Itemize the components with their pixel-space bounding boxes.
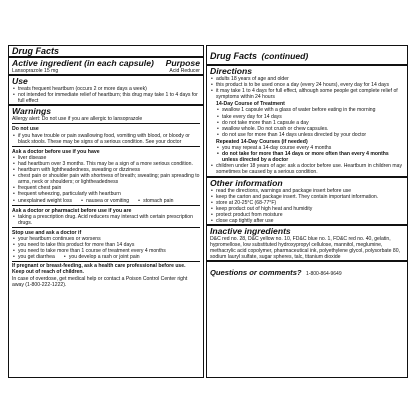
directions-item: • adults 18 years of age and older [216, 76, 404, 82]
repeated-course-heading: Repeated 14-Day Courses (if needed) [216, 138, 308, 145]
ask-doctor-item: • liver disease [18, 155, 200, 161]
use-item: • treats frequent heartburn (occurs 2 or more days a week) [18, 86, 200, 92]
directions-section [207, 64, 407, 176]
purpose-heading: Purpose [165, 58, 200, 68]
ask-doctor-item: • frequent chest pain [18, 185, 200, 191]
phone-number[interactable]: 1-800-864-9649 [306, 271, 342, 278]
do-not-use-item: • if you have trouble or pain swallowing food, vomiting with blood, or bloody or black stools. These may be signs of a serious condition. See your doctor [18, 133, 200, 145]
warnings-heading: Warnings [12, 106, 51, 117]
ask-pharmacist-item: • taking a prescription drug. Acid reducers may interact with certain prescription drugs. [18, 214, 200, 226]
other-info-item: • close cap tightly after use [216, 218, 404, 224]
pregnancy-warning: If pregnant or breast-feeding, ask a health care professional before use. [12, 263, 186, 270]
other-info-item: • protect product from moisture [216, 212, 404, 218]
children-warning: • children under 18 years of age: ask a doctor before use. Heartburn in children may sometimes be caused by a serious condition. [216, 163, 404, 175]
other-info-item: • store at 20-25°C (68-77°F) [216, 200, 404, 206]
other-info-item: • read the directions, warnings and package insert before use [216, 188, 404, 194]
drug-facts-right-panel [206, 45, 408, 378]
stop-use-item: • you need to take this product for more than 14 days [18, 242, 200, 248]
ask-doctor-item: • nausea or vomiting [86, 198, 129, 204]
course-item: • do not take more than 1 capsule a day [222, 120, 404, 126]
use-section [9, 74, 203, 104]
active-ingredient-heading: Active ingredient (in each capsule) [12, 58, 154, 68]
other-info-item: • keep the carton and package insert. They contain important information. [216, 194, 404, 200]
repeated-course-item: • you may repeat a 14-day course every 4 months [222, 145, 404, 151]
inactive-ingredients-heading: Inactive ingredients [210, 226, 291, 237]
overdose-info: In case of overdose, get medical help or contact a Poison Control Center right away (1-800-222-1222). [12, 275, 188, 288]
inactive-ingredients-section [207, 224, 407, 260]
drug-facts-left-panel [8, 45, 204, 378]
stop-use-heading: Stop use and ask a doctor if [12, 229, 82, 236]
title-section [207, 46, 407, 64]
stop-use-item: • you get diarrhea [18, 254, 55, 260]
course-item: • swallow 1 capsule with a glass of water before eating in the morning [222, 107, 404, 113]
drug-facts-title: Drug Facts [210, 51, 258, 61]
use-heading: Use [12, 76, 28, 87]
questions-heading: Questions or comments? [210, 268, 302, 278]
course-item: • take every day for 14 days [222, 114, 404, 120]
ask-doctor-item: • frequent wheezing, particularly with heartburn [18, 191, 200, 197]
ask-pharmacist-heading: Ask a doctor or pharmacist before use if you are [12, 207, 132, 214]
ask-doctor-item: • unexplained weight loss [18, 198, 72, 204]
active-ingredient-section [9, 56, 203, 74]
ask-doctor-item: • had heartburn over 3 months. This may be a sign of a more serious condition. [18, 161, 200, 167]
course-item: • swallow whole. Do not crush or chew capsules. [222, 126, 404, 132]
directions-item: • it may take 1 to 4 days for full effect, although some people get complete relief of symptoms within 24 hours [216, 88, 404, 100]
repeated-course-item: • do not take for more than 14 days or more often than every 4 months unless directed by a doctor [222, 151, 404, 163]
ask-doctor-item: • chest pain or shoulder pain with shortness of breath; sweating; pain spreading to arms, neck or shoulders; or lightheadedness [18, 173, 200, 185]
other-information-heading: Other information [210, 177, 283, 188]
course-item: • do not use for more than 14 days unless directed by your doctor [222, 132, 404, 138]
inactive-ingredients-list: D&C red no. 28, D&C yellow no. 10, FD&C blue no. 1, FD&C red no. 40, gelatin, hypromellose, low substituted hydroxypropyl cellulose, mannitol, meglumine, methacrylic acid copolymer, pharmaceutical ink, polyethylene glycol, polysorbate 80, sodium lauryl sulfate, sugar spheres, talc, titanium dioxide [210, 236, 400, 261]
title-section [9, 46, 203, 56]
other-info-item: • keep product out of high heat and humidity [216, 206, 404, 212]
purpose-value: Acid Reducer [169, 68, 200, 74]
directions-heading: Directions [210, 66, 253, 76]
use-item: • not intended for immediate relief of heartburn; this drug may take 1 to 4 days for full effect [18, 92, 200, 104]
stop-use-item: • your heartburn continues or worsens [18, 236, 200, 242]
warnings-section [9, 104, 203, 287]
ask-doctor-item: • heartburn with lightheadedness, sweating or dizziness [18, 167, 200, 173]
questions-section [207, 260, 407, 280]
ask-doctor-item: • stomach pain [143, 198, 173, 204]
drug-facts-title: Drug Facts [12, 46, 60, 56]
allergy-alert: Allergy alert: Do not use if you are allergic to lansoprazole [12, 116, 143, 123]
ask-doctor-heading: Ask a doctor before use if you have [12, 148, 100, 155]
stop-use-item: • you develop a rash or joint pain [69, 254, 140, 260]
stop-use-item: • you need to take more than 1 course of treatment every 4 months [18, 248, 200, 254]
other-information-section [207, 176, 407, 225]
course-heading: 14-Day Course of Treatment [216, 101, 285, 108]
do-not-use-heading: Do not use [12, 126, 39, 133]
keep-out-of-reach: Keep out of reach of children. [12, 269, 84, 276]
ingredient-name: Lansoprazole 15 mg [12, 68, 59, 74]
continued-label: (continued) [261, 51, 309, 61]
directions-item: • this product is to be used once a day (every 24 hours), every day for 14 days [216, 82, 404, 88]
